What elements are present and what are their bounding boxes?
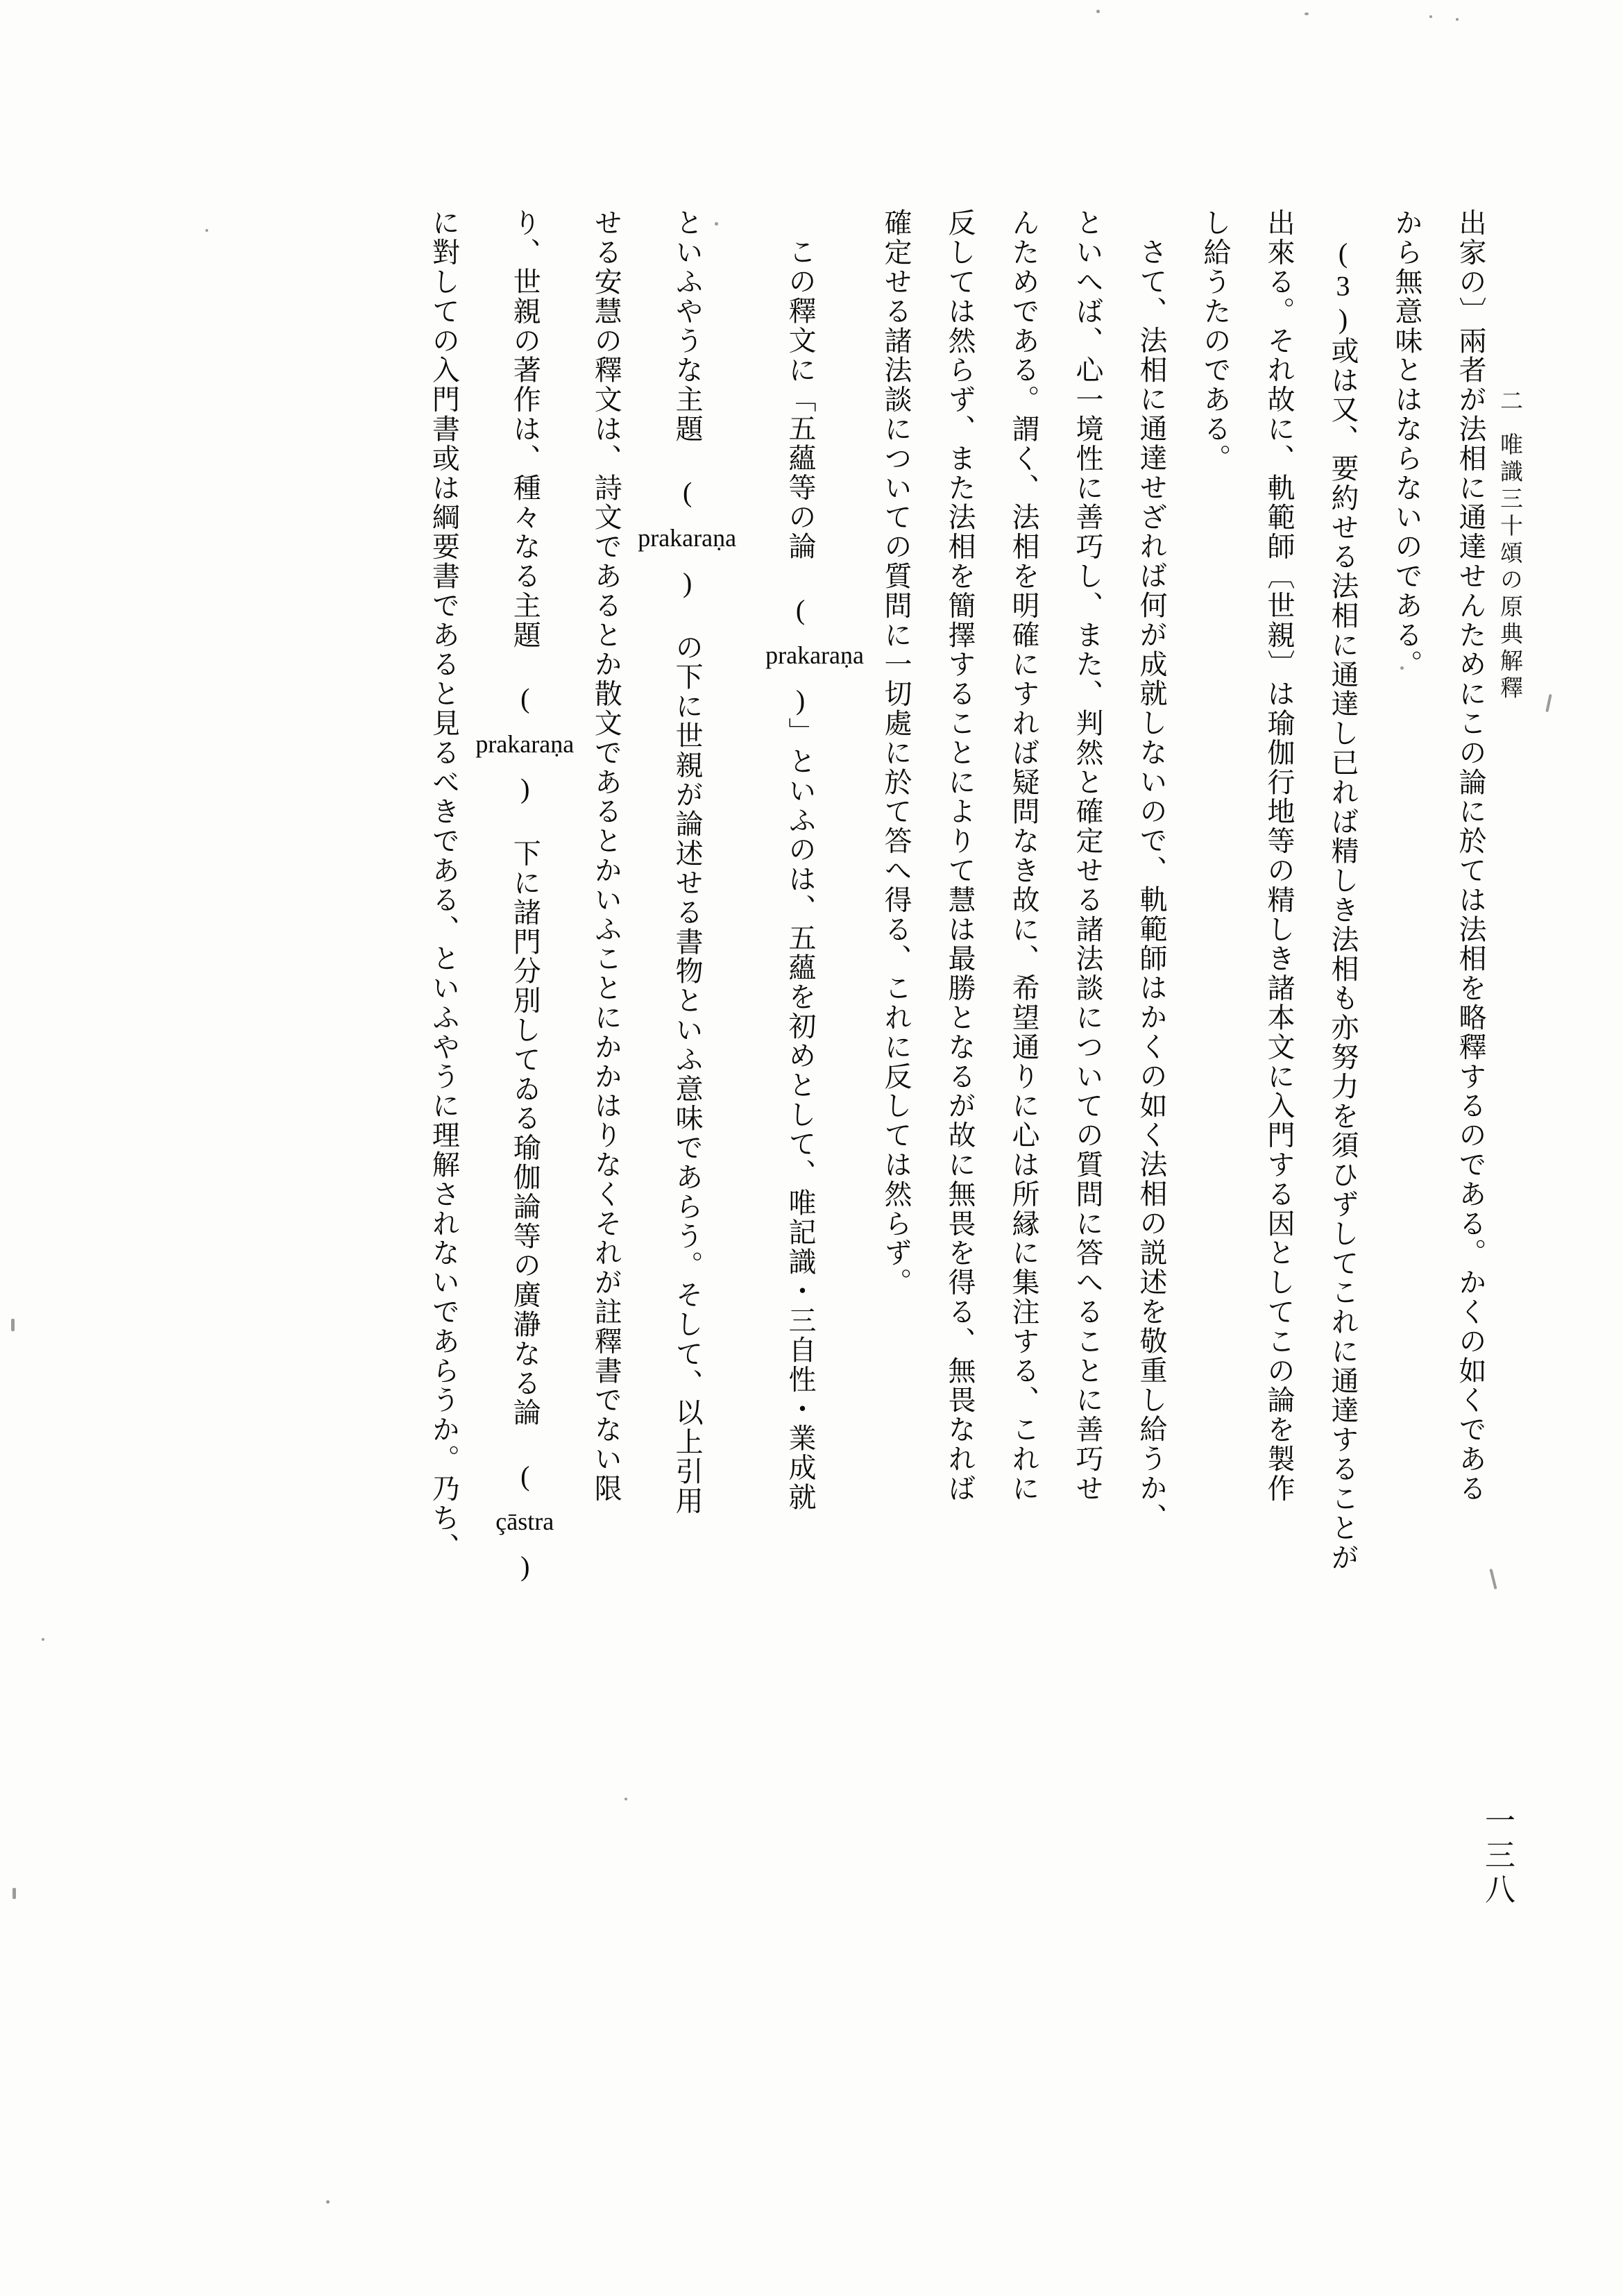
paragraph: んためである。謂く、法相を明確にすれば疑問なき故に、希望通りに心は所縁に集注する、これに [1008, 208, 1039, 1503]
scan-speckle [1545, 694, 1552, 712]
text-segment: といふやうな主題 ( [672, 208, 704, 509]
text-segment: ) 下に諸門分別してゐる瑜伽論等の廣瀞なる論 ( [509, 773, 541, 1494]
paragraph: に對しての入門書或は綱要書であると見るべきである、といふやうに理解されないであらうか。乃ち、 [428, 208, 460, 1562]
scan-speckle [1429, 15, 1432, 18]
running-head-title: 唯識三十頌の原典解釋 [1497, 432, 1522, 703]
scan-speckle [1096, 10, 1100, 13]
text-segment: この釋文に「五蘊等の論 ( [785, 237, 817, 627]
latin-term: prakaraṇa [475, 729, 575, 758]
scan-speckle [326, 2200, 330, 2204]
latin-term: prakaraṇa [765, 641, 864, 670]
paragraph: 出來る。それ故に、軌範師〔世親〕は瑜伽行地等の精しき諸本文に入門する因としてこの論を製作 [1264, 208, 1295, 1503]
scan-speckle [42, 1638, 44, 1641]
scan-speckle [1456, 18, 1459, 21]
paragraph: せる安慧の釋文は、詩文であるとか散文であるとかいふことにかかはりなくそれが註釋書でない限 [590, 208, 622, 1503]
paragraph: し給うたのである。 [1200, 208, 1231, 473]
page-number: 一三八 [1480, 1805, 1514, 1907]
paragraph [475, 208, 574, 2124]
scan-speckle [1305, 12, 1309, 15]
body-text [121, 208, 1502, 2124]
paragraph: といへば、心一境性に善巧し、また、判然と確定せる諸法談についての質問に答へることに善巧せ [1072, 208, 1103, 1503]
paragraph [736, 208, 864, 2124]
paragraph: 出家の〕兩者が法相に通達せんためにこの論に於ては法相を略釋するのである。かくの如くである [1455, 208, 1486, 1503]
scan-speckle [11, 1319, 15, 1331]
paragraph: さて、法相に通達せざれば何が成就しないので、軌範師はかくの如く法相の説述を敬重し給うか、 [1136, 237, 1167, 1533]
text-segment: ) [509, 1551, 541, 1584]
scan-speckle [12, 1888, 16, 1899]
latin-term: çāstra [495, 1508, 554, 1536]
paragraph: 反しては然らず、また法相を簡擇することによりて慧は最勝となるが故に無畏を得る、無畏なれば [944, 208, 976, 1503]
paragraph: (3)或は又、要約せる法相に通達し已れば精しき法相も亦努力を須ひずしてこれに通達することが [1327, 237, 1359, 1572]
latin-term: prakaraṇa [638, 524, 737, 552]
text-segment: )」といふのは、五蘊を初めとして、唯記識・三自性・業成就 [785, 684, 817, 1512]
text-segment: ) の下に世親が論述せる書物といふ意味であらう。そして、以上引用 [672, 566, 704, 1516]
paragraph: 確定せる諸法談についての質問に一切處に於て答へ得る、これに反しては然らず。 [881, 208, 912, 1297]
text-segment: り、世親の著作は、種々なる主題 ( [509, 208, 541, 716]
running-head-section-number: 二 [1497, 389, 1522, 416]
paragraph: から無意味とはならないのである。 [1391, 208, 1422, 679]
paragraph [638, 208, 736, 2124]
